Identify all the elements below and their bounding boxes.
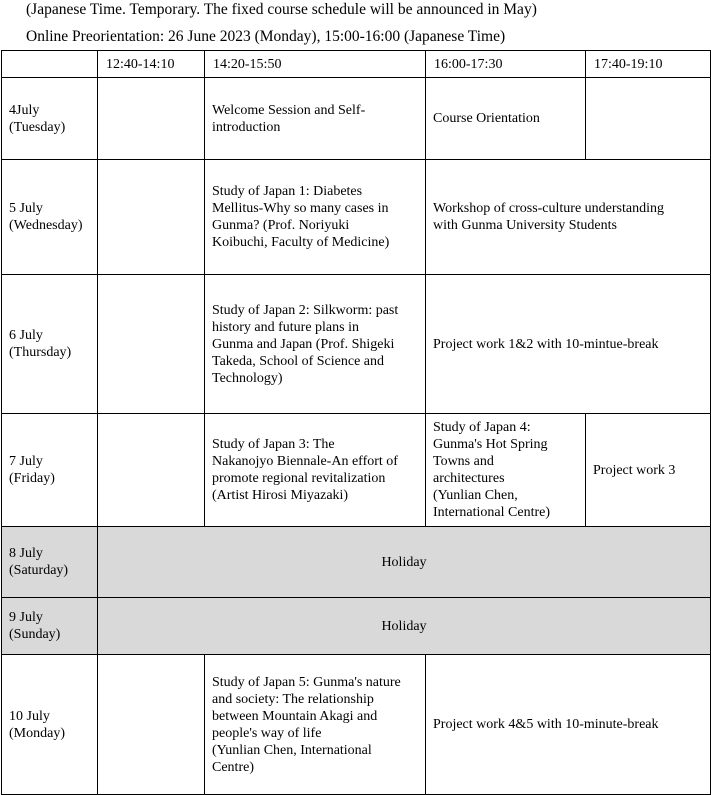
session-cell (98, 655, 205, 795)
table-row (2, 655, 711, 795)
course-schedule-table (1, 50, 711, 795)
header-day (2, 51, 98, 78)
session-cell-wide: Project work 1&2 with 10-mintue-break (426, 275, 711, 414)
session-cell (98, 414, 205, 527)
header-slot-2: 14:20-15:50 (205, 51, 426, 78)
day-cell: 6 July (Thursday) (2, 275, 98, 414)
session-cell: Study of Japan 4: Gunma's Hot Spring Towns and architectures (Yunlian Chen, International Centre) (426, 414, 586, 527)
day-cell: 4July (Tuesday) (2, 78, 98, 160)
holiday-cell: Holiday (98, 527, 711, 598)
holiday-cell: Holiday (98, 598, 711, 655)
session-cell (98, 160, 205, 275)
session-cell: Course Orientation (426, 78, 586, 160)
table-row (2, 414, 711, 527)
day-cell: 5 July (Wednesday) (2, 160, 98, 275)
session-cell-wide: Project work 4&5 with 10-minute-break (426, 655, 711, 795)
holiday-row (2, 527, 711, 598)
session-cell: Welcome Session and Self- introduction (205, 78, 426, 160)
session-cell (586, 78, 711, 160)
day-cell: 7 July (Friday) (2, 414, 98, 527)
header-slot-1: 12:40-14:10 (98, 51, 205, 78)
day-cell: 10 July (Monday) (2, 655, 98, 795)
header-slot-3: 16:00-17:30 (426, 51, 586, 78)
session-cell: Study of Japan 3: The Nakanojyo Biennale-An effort of promote regional revitalization (Artist Hirosi Miyazaki) (205, 414, 426, 527)
session-cell: Project work 3 (586, 414, 711, 527)
session-cell (98, 275, 205, 414)
header-slot-4: 17:40-19:10 (586, 51, 711, 78)
preorientation-info: Online Preorientation: 26 June 2023 (Monday), 15:00-16:00 (Japanese Time) (26, 28, 506, 45)
day-cell: 8 July (Saturday) (2, 527, 98, 598)
header-row (2, 51, 711, 78)
session-cell (98, 78, 205, 160)
schedule-note: (Japanese Time. Temporary. The fixed course schedule will be announced in May) (26, 1, 537, 18)
session-cell: Study of Japan 2: Silkworm: past history and future plans in Gunma and Japan (Prof. Shigeki Takeda, School of Science and Technology) (205, 275, 426, 414)
session-cell: Study of Japan 1: Diabetes Mellitus-Why so many cases in Gunma? (Prof. Noriyuki Koibuchi, Faculty of Medicine) (205, 160, 426, 275)
session-cell-wide: Workshop of cross-culture understanding with Gunma University Students (426, 160, 711, 275)
table-row (2, 275, 711, 414)
table-row (2, 78, 711, 160)
table-row (2, 160, 711, 275)
session-cell: Study of Japan 5: Gunma's nature and society: The relationship between Mountain Akagi and people's way of life (Yunlian Chen, International Centre) (205, 655, 426, 795)
holiday-row (2, 598, 711, 655)
day-cell: 9 July (Sunday) (2, 598, 98, 655)
